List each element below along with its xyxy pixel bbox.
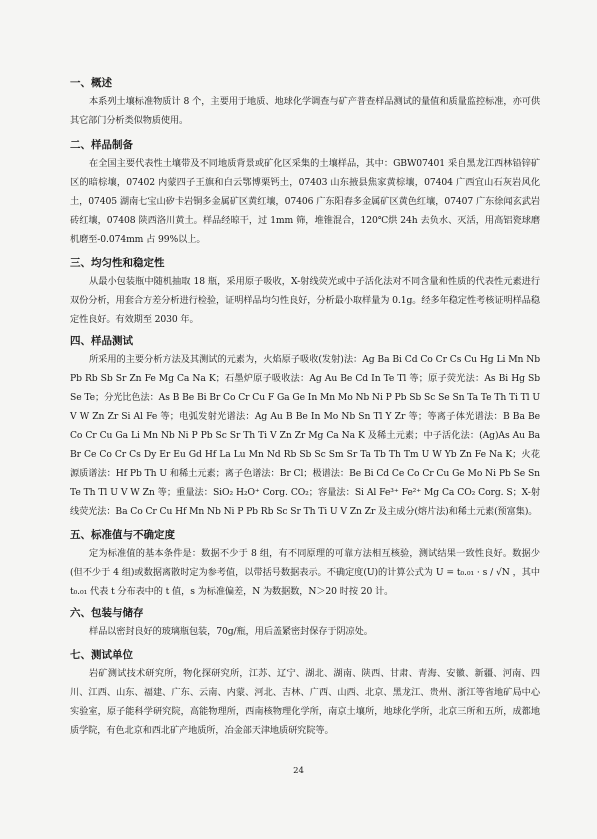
section-heading: 二、样品制备 — [70, 139, 133, 151]
section-body: 样品以密封良好的玻璃瓶包装，70g/瓶，用后盖紧密封保存于阴凉处。 — [89, 626, 373, 637]
section-homogeneity-stability — [70, 256, 540, 329]
section-sample-preparation — [70, 138, 540, 249]
section-heading: 三、均匀性和稳定性 — [70, 257, 165, 269]
section-body: 岩矿测试技术研究所，物化探研究所，江苏、辽宁、湖北、湖南、陕西、甘肃、青海、安徽、新疆、河南、四川、江西、山东、福建、广东、云南、内蒙、河北、吉林、广西、山西、北京、黑龙江、贵州、浙江等省地矿局中心实验室，原子能科学研究院，高能物理所，西南核物理化学所，南京土壤所，地球化学所，北京三所和五所，成都地质学院，有色北京和西北矿产地质所，冶金部天津地质研究院等。 — [70, 668, 540, 736]
section-body: 本系列土壤标准物质计 8 个，主要用于地质、地球化学调查与矿产普查样品测试的量值和质量监控标准，亦可供其它部门分析类似物质使用。 — [70, 96, 540, 126]
section-body: 所采用的主要分析方法及其测试的元素为，火焰原子吸收(发射)法：Ag Ba Bi Cd Co Cr Cs Cu Hg Li Mn Nb Pb Rb Sb Sr Zn Fe Mg Ca Na K；石墨炉原子吸收法：Ag Au Be Cd In Te Tl 等；原子荧光法：As Bi Hg Sb Se Te；分光比色法：As B Be Bi Br Co Cr Cu F Ga Ge In Mn Mo Nb Ni P Pb Sb Sc Se Sn Ta Te Th Ti Tl U V W Zn Zr Si Al Fe 等；电弧发射光谱法：Ag Au B Be In Mo Nb Sn Tl Y Zr 等；等离子体光谱法：B Ba Be Co Cr Cu Ga Li Mn Nb Ni P Pb Sc Sr Th Ti V Zn Zr Mg Ca Na K 及稀土元素；中子活化法：(Ag)As Au Ba Br Ce Co Cr Cs Dy Er Eu Gd Hf La Lu Mn Nd Rb Sb Sc Sm Sr Ta Tb Th Tm U W Yb Zn Fe Na K；火花源质谱法：Hf Pb Th U 和稀土元素；离子色谱法：Br Cl；极谱法：Be Bi Cd Ce Co Cr Cu Ge Mo Ni Pb Se Sn Te Th Tl U V W Zn 等；重量法：SiO₂ H₂O⁺ Corg. CO₂；容量法：Si Al Fe³⁺ Fe²⁺ Mg Ca CO₂ Corg. S；X-射线荧光法：Ba Co Cr Cu Hf Mn Nb Ni P Pb Rb Sc Sr Th Ti U V Zn Zr 及主成分(熔片法)和稀土元素(预富集)。 — [70, 354, 540, 517]
section-body: 从最小包装瓶中随机抽取 18 瓶，采用原子吸收，X-射线荧光或中子活化法对不同含量和性质的代表性元素进行双份分析，用套合方差分析进行检验，证明样品均匀性良好，分析最小取样量为 0.1g。经多年稳定性考核证明样品稳定性良好。有效期至 2030 年。 — [70, 276, 540, 325]
section-heading: 六、包装与储存 — [70, 607, 144, 619]
section-sample-testing — [70, 334, 540, 521]
section-certified-values — [70, 528, 540, 601]
section-heading: 七、测试单位 — [70, 649, 133, 661]
section-overview — [70, 76, 540, 130]
section-packaging-storage — [70, 606, 540, 641]
section-heading: 五、标准值与不确定度 — [70, 529, 175, 541]
section-body: 定为标准值的基本条件是：数据不少于 8 组，有不同原理的可靠方法相互核验，测试结果一致性良好。数据少(但不少于 4 组)或数据离散时定为参考值，以带括号数据表示。不确定度(U)的计算公式为 U = t₀.₀₁ · s / √N ，其中 t₀.₀₁ 代表 t 分布表中的 t 值，s 为标准偏差，N 为数据数，N＞20 时按 20 计。 — [70, 548, 540, 597]
section-testing-units — [70, 648, 540, 740]
page-number: 24 — [293, 766, 304, 776]
section-heading: 一、概述 — [70, 77, 112, 89]
section-heading: 四、样品测试 — [70, 335, 133, 347]
section-body: 在全国主要代表性土壤带及不同地质背景或矿化区采集的土壤样品，其中：GBW07401 采自黑龙江西林铅锌矿区的暗棕壤，07402 内蒙四子王旗和白云鄂博栗钙土，07403 山东掖县焦家黄棕壤，07404 广西宜山石灰岩风化土，07405 湖南七宝山矽卡岩铜多金属矿区黄红壤，07406 广东阳春多金属矿区黄色红壤，07407 广东徐闻玄武岩砖红壤，07408 陕西洛川黄土。样品经晾干，过 1mm 筛，堆锥混合，120℃烘 24h 去负水、灭活，用高铝瓷球磨机磨至-0.074mm 占 99%以上。 — [70, 158, 540, 245]
